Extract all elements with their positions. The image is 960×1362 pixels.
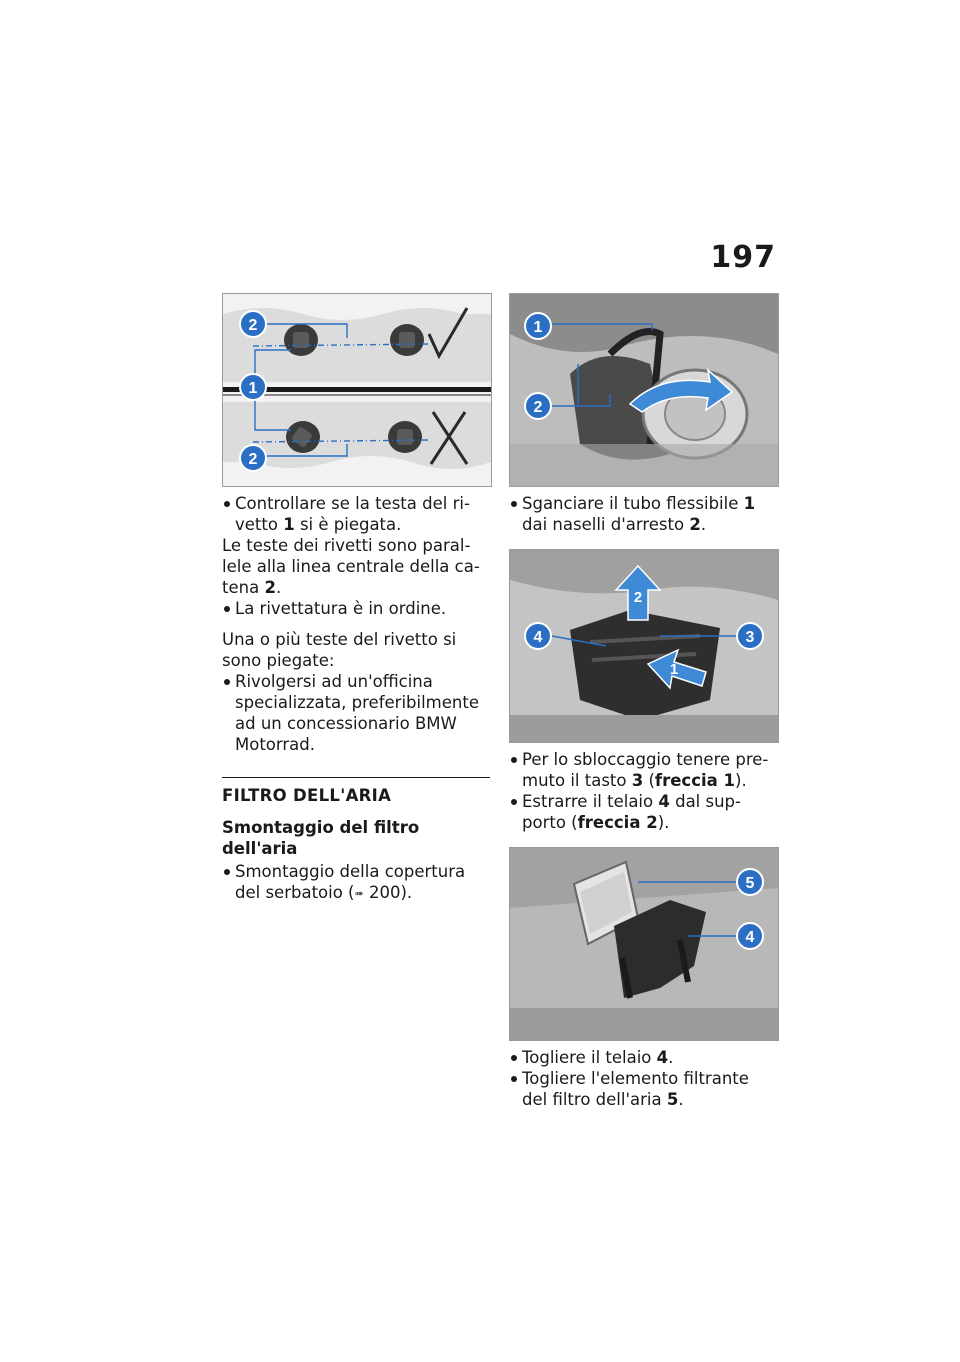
step-check-rivet: Controllare se la testa del ri-vetto 1 si è piegata. [222,493,492,535]
step-remove-tank-cover: Smontaggio della copertura del serbatoio (➠ 200). [222,861,492,904]
figure-hose-release [509,293,779,487]
step-remove-filter-element: Togliere l'elemento filtrante del filtro dell'aria 5. [509,1068,779,1110]
section-title: FILTRO DELL'ARIA [222,786,392,805]
step-rivet-ok: La rivettatura è in ordine. [222,598,492,619]
step-release-hose: Sganciare il tubo flessibile 1 dai naselli d'arresto 2. [509,493,779,535]
callout-2: 2 [533,399,543,416]
left-column [222,293,492,904]
figure-frame-unlock [509,549,779,743]
result-rivets-bent: Una o più teste del rivetto si sono piegate: [222,630,457,670]
right-column [509,293,779,1110]
hose-release-photo [510,294,778,486]
step-remove-frame: Togliere il telaio 4. [509,1047,779,1068]
step-contact-workshop: Rivolgersi ad un'officina specializzata, preferibilmente ad un concessionario BMW Motorrad. [222,671,492,755]
callout-5: 5 [745,875,755,892]
callout-1: 1 [248,380,258,397]
arrow-right-icon: ➠ [354,887,364,900]
result-rivets-parallel: Le teste dei rivetti sono paral-lele alla linea centrale della ca-tena 2. [222,536,480,597]
page-number: 197 [710,240,776,275]
figure-filter-removal [509,847,779,1041]
page-reference[interactable]: 200 [368,883,401,902]
callout-4: 4 [745,929,755,946]
section-divider [222,777,490,778]
callout-1: 1 [533,319,543,336]
arrow-2-label: 2 [633,589,643,606]
step-pull-frame: Estrarre il telaio 4 dal sup-porto (freccia 2). [509,791,779,833]
callout-3: 3 [745,629,755,646]
callout-2-bottom: 2 [248,451,258,468]
subsection-title: Smontaggio del filtro dell'aria [222,818,420,858]
step-press-button: Per lo sbloccaggio tenere pre-muto il tasto 3 (freccia 1). [509,749,779,791]
filter-removal-photo [510,848,778,1040]
callout-4: 4 [533,629,543,646]
arrow-1-label: 1 [669,661,679,678]
figure-rivet-heads [222,293,492,487]
callout-2-top: 2 [248,317,258,334]
frame-unlock-photo [510,550,778,742]
rivet-heads-illustration [223,294,491,486]
